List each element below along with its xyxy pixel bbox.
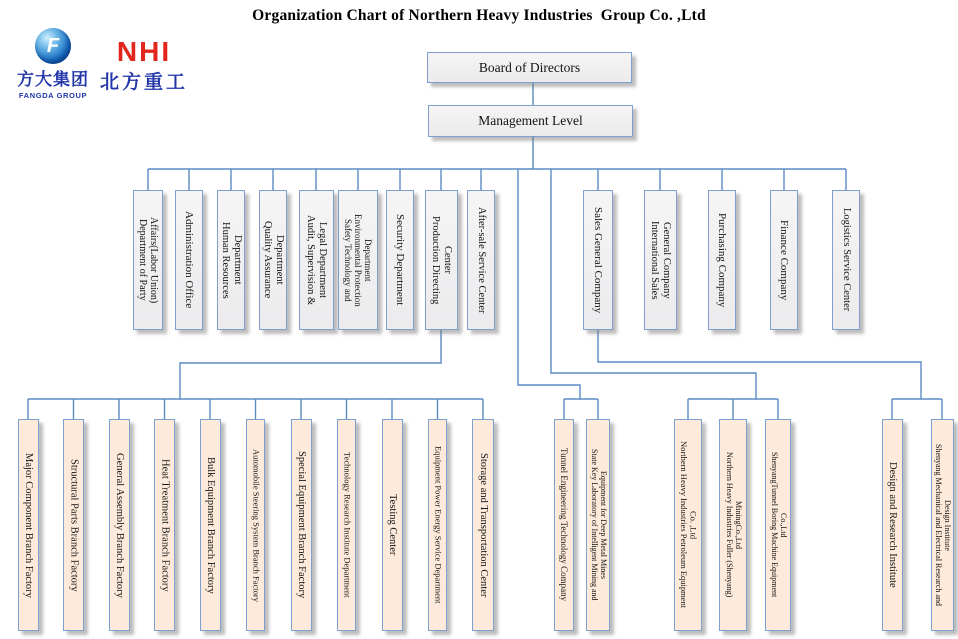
org-box-testing-center (382, 419, 403, 631)
org-box-administration-office (175, 190, 203, 330)
org-box-label: Purchasing Company (716, 212, 729, 308)
org-box-label: Safety Technology and Environmental Protection Department (342, 213, 374, 307)
org-box-shenyang-mechanical-and-electrical-research- (931, 419, 954, 631)
org-box-management-level: Management Level (428, 105, 633, 137)
org-box-label: Equipment Power Energy Service Department (433, 446, 444, 604)
org-box-label: Design and Research Institute (886, 462, 898, 588)
org-box-label: Audit, Supervision & Legal Department (305, 214, 328, 306)
org-box-bulk-equipment-branch-factory (200, 419, 221, 631)
fangda-sphere-letter: F (46, 34, 60, 57)
page-title: Organization Chart of Northern Heavy Industries Group Co. ,Ltd (252, 7, 706, 24)
org-box-label: ShenyangTunnel Boring Machine Equipment Co.,Ltd (770, 452, 788, 598)
org-box-label: Northern Heavy Industries Fuller (Shenyang) MiningCo.,Ltd (725, 452, 743, 598)
org-box-northern-heavy-industries-fuller-shenyang-mi (719, 419, 747, 631)
org-box-label: Human Resources Department (220, 221, 243, 299)
org-box-finance-company (770, 190, 798, 330)
org-box-label: Finance Company (778, 219, 791, 301)
org-box-label: Quality Assurance Department (262, 221, 285, 299)
org-box-after-sale-service-center (467, 190, 495, 330)
org-box-design-and-research-institute (882, 419, 903, 631)
org-box-production-directing-center (425, 190, 458, 330)
org-box-special-equipment-branch-factory (291, 419, 312, 631)
org-box-label: Logistics Service Center (840, 208, 852, 312)
org-box-label: Storage and Transportation Center (477, 452, 489, 598)
org-box-label: Structural Parts Branch Factory (68, 458, 80, 592)
org-box-label: Automobile Steering System Branch Factory (251, 448, 262, 602)
org-box-label: Northern Heavy Industries Petroleum Equipment Co. ,Ltd (679, 441, 699, 609)
org-box-general-assembly-branch-factory (109, 419, 130, 631)
org-box-label: Heat Treatment Branch Factory (159, 458, 171, 592)
org-box-sales-general-company (583, 190, 613, 330)
org-box-label: Department of Party Affairs(Labor Union) (137, 216, 160, 304)
org-box-technology-research-institute-department (337, 419, 356, 631)
org-box-audit-supervision-legal-department (299, 190, 334, 330)
org-box-label: Bulk Equipment Branch Factory (204, 456, 216, 594)
org-box-logistics-service-center (832, 190, 860, 330)
org-box-label: Shenyang Mechanical and Electrical Research and Design Institute (934, 444, 952, 606)
org-box-label: Sales General Company (592, 206, 605, 314)
org-box-international-sales-general-company (644, 190, 677, 330)
fangda-english-name: FANGDA GROUP (18, 91, 88, 100)
org-box-label: Security Department (394, 214, 407, 306)
org-box-label: General Assembly Branch Factory (113, 452, 125, 598)
org-box-human-resources-department (217, 190, 245, 330)
org-box-shenyangtunnel-boring-machine-equipment-co-l (765, 419, 791, 631)
org-box-label: Administration Office (183, 211, 196, 309)
org-box-quality-assurance-department (259, 190, 287, 330)
nhi-abbreviation: NHI (116, 36, 172, 67)
org-box-tunnel-engineering-technology-company (554, 419, 574, 631)
org-box-label: International Sales General Company (649, 220, 672, 300)
nhi-chinese-name: 北方重工 (99, 72, 188, 93)
org-box-purchasing-company (708, 190, 736, 330)
fangda-chinese-name: 方大集团 (17, 70, 89, 89)
org-box-major-component-branch-factory (18, 419, 39, 631)
org-box-storage-and-transportation-center (472, 419, 494, 631)
org-box-label: Special Equipment Branch Factory (295, 451, 307, 599)
org-box-label: State Key Laboratory of Intelligent Mining and Equipment for Deep Metal Mines (590, 449, 608, 601)
org-box-label: Technology Research Institute Department (342, 452, 353, 598)
org-box-equipment-power-energy-service-department (428, 419, 447, 631)
org-box-state-key-laboratory-of-intelligent-mining-a (586, 419, 610, 631)
org-box-security-department (386, 190, 414, 330)
org-box-label: Production Directing Center (430, 215, 453, 305)
org-box-board-of-directors: Board of Directors (427, 52, 632, 83)
org-box-department-of-party-affairs-labor-union (133, 190, 163, 330)
org-box-automobile-steering-system-branch-factory (246, 419, 265, 631)
org-box-label: Tunnel Engineering Technology Company (559, 448, 570, 602)
org-box-safety-technology-and-environmental-protecti (338, 190, 378, 330)
org-box-label: After-sale Service Center (475, 206, 487, 314)
org-box-label: Major Component Branch Factory (22, 452, 34, 598)
org-box-heat-treatment-branch-factory (154, 419, 175, 631)
org-box-northern-heavy-industries-petroleum-equipmen (674, 419, 702, 631)
org-box-label: Testing Center (386, 494, 398, 556)
org-box-structural-parts-branch-factory (63, 419, 84, 631)
